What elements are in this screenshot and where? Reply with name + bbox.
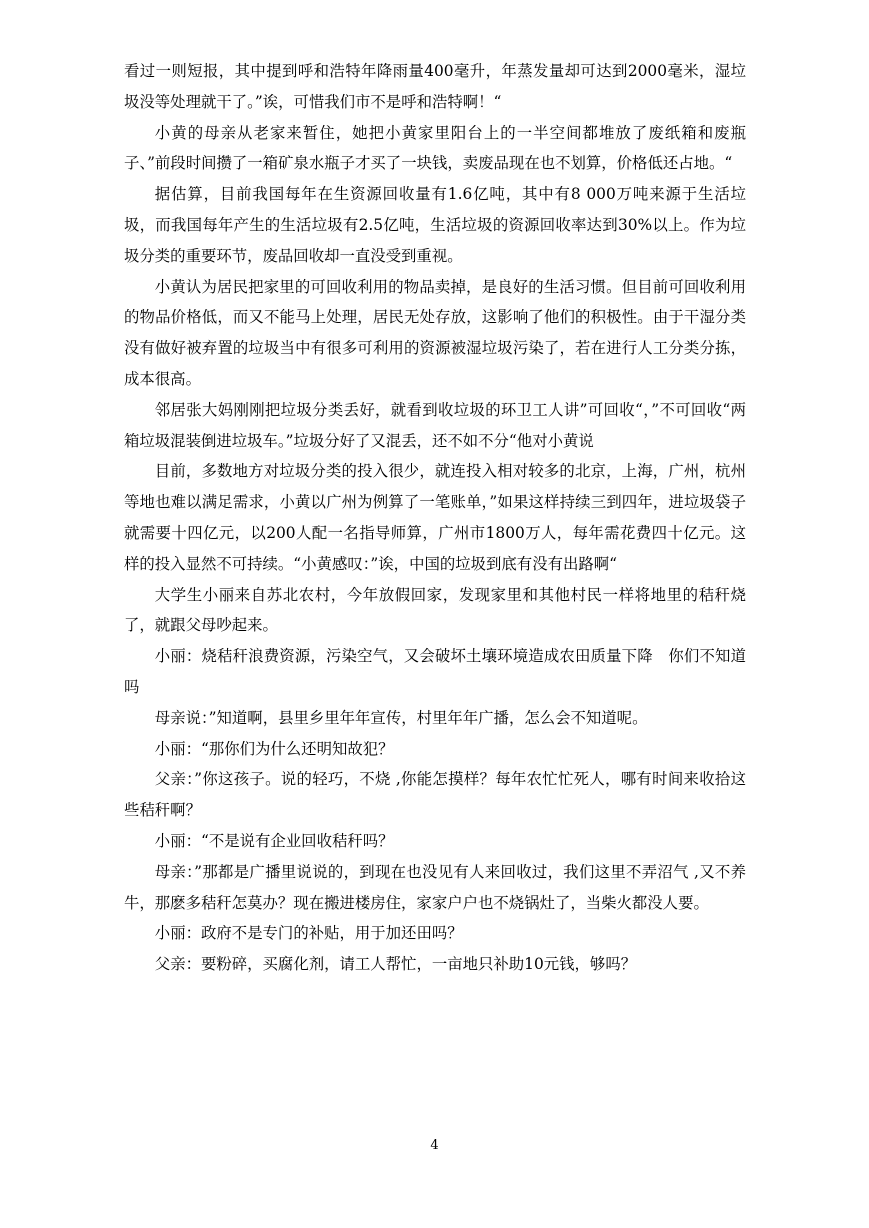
paragraph: 母亲：”那都是广播里说说的，到现在也没见有人来回收过，我们这里不弄沼气 ,又不养牛，那麽多秸秆怎莫办？现在搬进楼房住，家家户户也不烧锅灶了，当柴火都没人要。 xyxy=(124,862,746,912)
paragraph: 小丽：“不是说有企业回收秸秆吗？ xyxy=(154,831,394,850)
paragraph: 小黄的母亲从老家来暂住，她把小黄家里阳台上的一半空间都堆放了废纸箱和废瓶子、”前段时间攒了一箱矿泉水瓶子才买了一块钱，卖废品现在也不划算，价格低还占地。“ xyxy=(124,123,746,173)
document-body xyxy=(124,56,746,980)
paragraph: 父亲：”你这孩子。说的轻巧，不烧 ,你能怎摸样？每年农忙忙死人，哪有时间来收拾这些秸秆啊？ xyxy=(124,770,746,820)
paragraph: 邻居张大妈刚刚把垃圾分类丢好，就看到收垃圾的环卫工人讲”可回收“，”不可回收“两箱垃圾混装倒进垃圾车。”垃圾分好了又混丢，还不如不分“他对小黄说 xyxy=(124,400,746,450)
paragraph: 小黄认为居民把家里的可回收利用的物品卖掉，是良好的生活习惯。但目前可回收利用的物品价格低，而又不能马上处理，居民无处存放，这影响了他们的积极性。由于干湿分类没有做好被弃置的垃圾当中有很多可利用的资源被湿垃圾污染了，若在进行人工分类分拣，成本很高。 xyxy=(124,277,746,388)
paragraph: 小丽：烧秸秆浪费资源，污染空气，又会破坏土壤环境造成农田质量下降 你们不知道吗 xyxy=(124,647,746,696)
paragraph: 目前，多数地方对垃圾分类的投入很少，就连投入相对较多的北京，上海，广州，杭州等地也难以满足需求，小黄以广州为例算了一笔账单，”如果这样持续三到四年，进垃圾袋子就需要十四亿元，以200人配一名指导师算，广州市1800万人，每年需花费四十亿元。这样的投入显然不可持续。“小黄感叹：”诶，中国的垃圾到底有没有出路啊“ xyxy=(124,462,746,573)
paragraph: 父亲：要粉碎，买腐化剂，请工人帮忙，一亩地只补助10元钱，够吗？ xyxy=(154,955,637,974)
paragraph: 看过一则短报，其中提到呼和浩特年降雨量400毫升，年蒸发量却可达到2000毫米，湿垃圾没等处理就干了。”诶，可惜我们市不是呼和浩特啊！“ xyxy=(124,62,746,111)
page-number: 4 xyxy=(430,1138,439,1153)
paragraph: 母亲说：”知道啊，县里乡里年年宣传，村里年年广播，怎么会不知道呢。 xyxy=(154,708,648,727)
paragraph: 小丽：“那你们为什么还明知故犯？ xyxy=(154,739,394,758)
paragraph: 小丽：政府不是专门的补贴，用于加还田吗？ xyxy=(154,924,463,943)
paragraph: 据估算，目前我国每年在生资源回收量有1.6亿吨，其中有8 000万吨来源于生活垃圾，而我国每年产生的生活垃圾有2.5亿吨，生活垃圾的资源回收率达到30%以上。作为垃圾分类的重要环节，废品回收却一直没受到重视。 xyxy=(124,185,746,265)
paragraph: 大学生小丽来自苏北农村，今年放假回家，发现家里和其他村民一样将地里的秸秆烧了，就跟父母吵起来。 xyxy=(124,585,746,635)
